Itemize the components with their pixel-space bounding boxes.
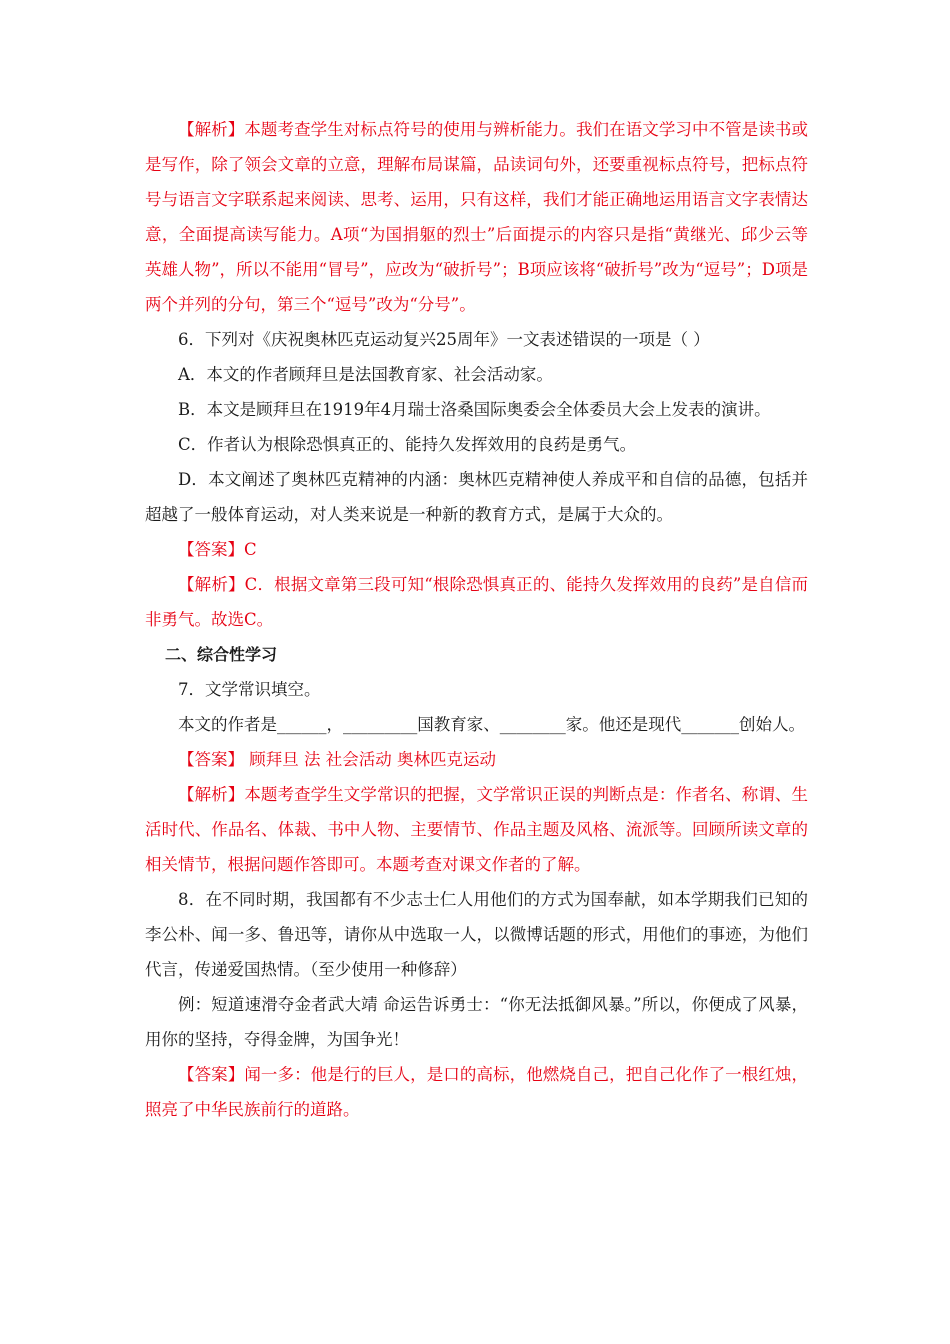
question-stem: 8．在不同时期，我国都有不少志士仁人用他们的方式为国奉献，如本学期我们已知的李公朴、闻一多、鲁迅等，请你从中选取一人，以微博话题的形式，用他们的事迹，为他们代言，传递爱国热情。（至少使用一种修辞） bbox=[145, 890, 808, 979]
option-c: C．作者认为根除恐惧真正的、能持久发挥效用的良药是勇气。 bbox=[178, 435, 637, 454]
option-a: A．本文的作者顾拜旦是法国教育家、社会活动家。 bbox=[178, 365, 553, 384]
analysis-paragraph: 【解析】本题考查学生对标点符号的使用与辨析能力。我们在语文学习中不管是读书或是写作，除了领会文章的立意，理解布局谋篇，品读词句外，还要重视标点符号，把标点符号与语言文字联系起来阅读、思考、运用，只有这样，我们才能正确地运用语言文字表情达意，全面提高读写能力。A项“为国捐躯的烈士”后面提示的内容只是指“黄继光、邱少云等英雄人物”，所以不能用“冒号”，应改为“破折号”；B项应该将“破折号”改为“逗号”；D项是两个并列的分句，第三个“逗号”改为“分号”。 bbox=[145, 120, 808, 314]
analysis-paragraph: 【解析】C．根据文章第三段可知“根除恐惧真正的、能持久发挥效用的良药”是自信而非勇气。故选C。 bbox=[145, 575, 808, 629]
answer-line: 【答案】 顾拜旦 法 社会活动 奥林匹克运动 bbox=[178, 750, 496, 769]
question-stem: 6．下列对《庆祝奥林匹克运动复兴25周年》一文表述错误的一项是（ ） bbox=[178, 330, 710, 349]
answer-line: 【答案】C bbox=[178, 540, 257, 559]
document-page bbox=[145, 112, 808, 1127]
fill-in-line: 本文的作者是______，_________国教育家、________家。他还是现代_______创始人。 bbox=[178, 715, 805, 734]
example-paragraph: 例：短道速滑夺金者武大靖 命运告诉勇士：“你无法抵御风暴。”所以，你便成了风暴，用你的坚持，夺得金牌，为国争光！ bbox=[145, 995, 808, 1049]
analysis-paragraph: 【解析】本题考查学生文学常识的把握，文学常识正误的判断点是：作者名、称谓、生活时代、作品名、体裁、书中人物、主要情节、作品主题及风格、流派等。回顾所读文章的相关情节，根据问题作答即可。本题考查对课文作者的了解。 bbox=[145, 785, 808, 874]
answer-line: 【答案】闻一多：他是行的巨人，是口的高标，他燃烧自己，把自己化作了一根红烛，照亮了中华民族前行的道路。 bbox=[145, 1065, 808, 1119]
question-stem: 7．文学常识填空。 bbox=[178, 680, 321, 699]
option-b: B．本文是顾拜旦在1919年4月瑞士洛桑国际奥委会全体委员大会上发表的演讲。 bbox=[178, 400, 771, 419]
option-d: D．本文阐述了奥林匹克精神的内涵：奥林匹克精神使人养成平和自信的品德，包括并超越了一般体育运动，对人类来说是一种新的教育方式，是属于大众的。 bbox=[145, 470, 808, 524]
section-heading: 二、综合性学习 bbox=[165, 645, 278, 664]
